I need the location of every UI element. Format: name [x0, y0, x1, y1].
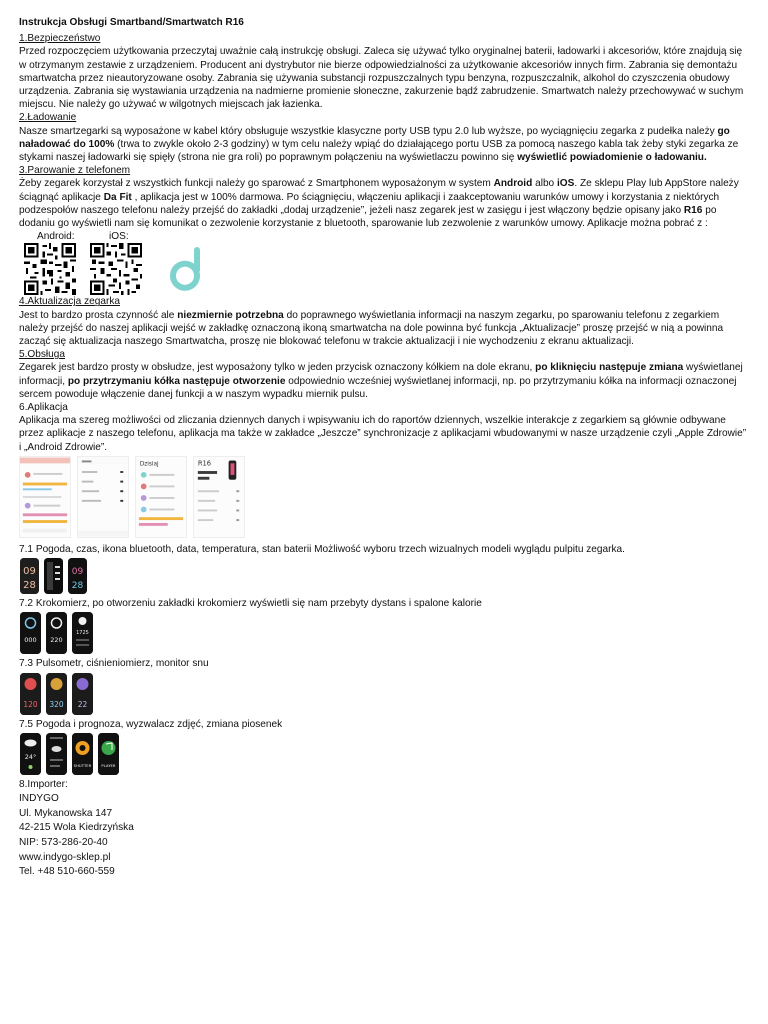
importer-website: www.indygo-sklep.pl: [19, 851, 111, 863]
distance-face: [46, 612, 67, 654]
calories-face: [72, 612, 93, 654]
svg-text:09: 09: [23, 566, 36, 578]
section-8-heading: 8.Importer:: [19, 778, 68, 790]
importer-block: [19, 778, 748, 880]
section-7-3-text: 7.3 Pulsometr, ciśnieniomierz, monitor snu: [19, 658, 209, 670]
section-4-text: Jest to bardzo prosta czynność ale niezmiernie potrzebna do poprawnego wyświetlania informacji na naszym zegarku, po sparowaniu telefonu z zegarkiem należy przejść do naszej aplikacji wejść w zakładkę oznaczoną ikoną smartwatcha na dole powinna być funkcja „Aktualizacje” proszę przejść w nią a powinna zacząć się aktualizacja naszego Smartwatcha, proszę nie blokować telefonu w trakcie aktualizacji i nie wychodzeniu z ekranu aktualizacji.: [19, 309, 724, 348]
sleep-monitor-face: [72, 673, 93, 715]
page-title: Instrukcja Obsługi Smartband/Smartwatch R16: [19, 17, 244, 28]
android-label: Android:: [37, 231, 75, 243]
watch-faces-7-3: [20, 673, 748, 715]
importer-street: Ul. Mykanowska 147: [19, 807, 113, 819]
weather-face: [20, 733, 41, 775]
qr-code-row: [19, 243, 748, 295]
ios-label: iOS:: [109, 231, 129, 243]
section-7-5-text: 7.5 Pogoda i prognoza, wyzwalacz zdjęć, zmiana piosenek: [19, 718, 283, 730]
forecast-face: [46, 733, 67, 775]
svg-text:320: 320: [49, 699, 64, 709]
watch-faces-7-2: [20, 612, 748, 654]
app-screenshot-menu: [77, 456, 129, 538]
svg-text:000: 000: [24, 636, 37, 645]
android-qr-code[interactable]: [24, 243, 76, 295]
app-screen-header-today: Dzisiaj: [139, 461, 159, 468]
section-7-1-text: 7.1 Pogoda, czas, ikona bluetooth, data, temperatura, stan baterii Możliwość wyboru trzech wizualnych modeli wyglądu pulpitu zegarka.: [19, 543, 625, 555]
svg-text:28: 28: [23, 580, 36, 592]
music-player-face: [98, 733, 119, 775]
section-1-text: Przed rozpoczęciem użytkowania przeczytaj uważnie całą instrukcję obsługi. Zaleca się używać tylko oryginalnej baterii, ładowarki i akcesoriów, które znajdują się w otrzymanym zestawie z urządzeniem. Producent ani dystrybutor nie bierze odpowiedzialności za użytkowanie akcesoriów innych firm. Zabrania się demontażu smartwatcha przez nieautoryzowane osoby. Zabrania się używania substancji rozpuszczalnych typu benzyna, rozpuszczalnik, alkohol do czyszczenia obudowy urządzenia. Zabrania się wystawiania urządzenia na nadmierne promienie słoneczne, zakurzenie bądź zabrudzenie. Smartwatch należy przechowywać w suchym miejscu. Nie należy go używać w wilgotnych miejscach jak łazienka.: [19, 46, 744, 111]
app-screenshots: [19, 456, 748, 538]
importer-nip: NIP: 573-286-20-40: [19, 837, 108, 849]
section-6-text: Aplikacja ma szereg możliwości od zliczania dziennych danych i wpisywaniu ich do raportów dziennych, wszelkie interakcje z zegarkiem są głównie odbywane przez aplikacje z naszego telefonu, aplikacja ma także w zakładce „Jeszcze” synchronizacje z aplikacjami wbudowanymi w nasze urządzenie czyli „Apple Zdrowie” i „Android Zdrowie”.: [19, 415, 747, 453]
svg-text:120: 120: [23, 699, 38, 709]
ios-qr-code[interactable]: [90, 243, 142, 295]
svg-text:09: 09: [71, 567, 84, 578]
watch-faces-7-1: [20, 558, 748, 594]
heart-rate-face: [20, 673, 41, 715]
svg-text:22: 22: [77, 699, 88, 709]
section-3-text: Żeby zegarek korzystał z wszystkich funkcji należy go sparować z Smartphonem wyposażonym w system Android albo iOS. Ze sklepu Play lub AppStore należy ściągnąć aplikacje Da Fit , aplikacja jest w 100% darmowa. Po ściągnięciu, włączeniu aplikacji i zaakceptowaniu warunków umowy i korzystania z niektórych podzespołów naszego telefonu należy przejść do zakładki „dodaj urządzenie”, jeżeli nasz zegarek jest w zasięgu i jest włączony będzie opisany jako R16 po dodaniu go wyświetli nam się komunikat o zezwolenie korzystanie z bluetooth, sparowanie lub zezwolenie z warunków umowy. Aplikacje można pobrać z :: [19, 178, 739, 230]
svg-text:PLAYER: PLAYER: [101, 762, 116, 768]
importer-phone: Tel. +48 510-660-559: [19, 866, 115, 878]
section-3-heading: 3.Parowanie z telefonem: [19, 165, 131, 177]
section-4-heading: 4.Aktualizacja zegarka: [19, 296, 120, 308]
app-screen-header-device: R16: [197, 459, 212, 468]
section-7-2-text: 7.2 Krokomierz, po otworzeniu zakładki krokomierz wyświetli się nam przebyty dystans i spalone kalorie: [19, 598, 482, 610]
importer-name: INDYGO: [19, 793, 59, 805]
svg-text:24°: 24°: [24, 752, 37, 761]
da-fit-logo: [170, 246, 210, 292]
watch-face-3: [68, 558, 87, 594]
app-screenshot-today: [135, 456, 187, 538]
section-2-text: Nasze smartzegarki są wyposażone w kabel który obsługuje wszystkie klasyczne porty USB typu 2.0 lub wyższe, po wyciągnięciu zegarka z pudełka należy go naładować do 100% (trwa to zwykle około 2-3 godziny) w tym celu należy wpiąć do działającego portu USB za pomocą naszego kabla tak żeby styki zegarka ze stykami naszej ładowarki się spięły (strona nie gra roli) po poprawnym połączeniu na wyświetlaczu powinno się wyświetlić powiadomienie o ładowaniu.: [19, 125, 739, 164]
section-5-heading: 5.Obsługa: [19, 349, 66, 361]
watch-faces-7-5: [20, 733, 748, 775]
app-screenshot-home: [19, 456, 71, 538]
svg-text:SHUTTER: SHUTTER: [73, 762, 92, 768]
camera-shutter-face: [72, 733, 93, 775]
qr-labels: [19, 230, 748, 243]
section-1-heading: 1.Bezpieczeństwo: [19, 33, 101, 45]
svg-text:1725: 1725: [76, 630, 89, 637]
svg-text:220: 220: [50, 636, 63, 645]
watch-face-2: [44, 558, 63, 594]
section-5-text: Zegarek jest bardzo prosty w obsłudze, jest wyposażony tylko w jeden przycisk oznaczony kółkiem na dole ekranu, po kliknięciu następuje zmiana wyświetlanej informacji, po przytrzymaniu kółka następuje otworzenie odpowiednio wcześniej wyświetlanej informacji, np. po przytrzymaniu kółka na informacji oznaczonej sercem powoduje włączenie danej funkcji a w naszym wypadku miernik pulsu.: [19, 362, 743, 400]
svg-text:28: 28: [71, 581, 84, 592]
watch-face-1: [20, 558, 39, 594]
steps-face: [20, 612, 41, 654]
importer-city: 42-215 Wola Kiedrzyńska: [19, 822, 134, 834]
section-2-heading: 2.Ładowanie: [19, 112, 77, 124]
section-6-heading: 6.Aplikacja: [19, 402, 68, 414]
blood-pressure-face: [46, 673, 67, 715]
app-screenshot-device: [193, 456, 245, 538]
